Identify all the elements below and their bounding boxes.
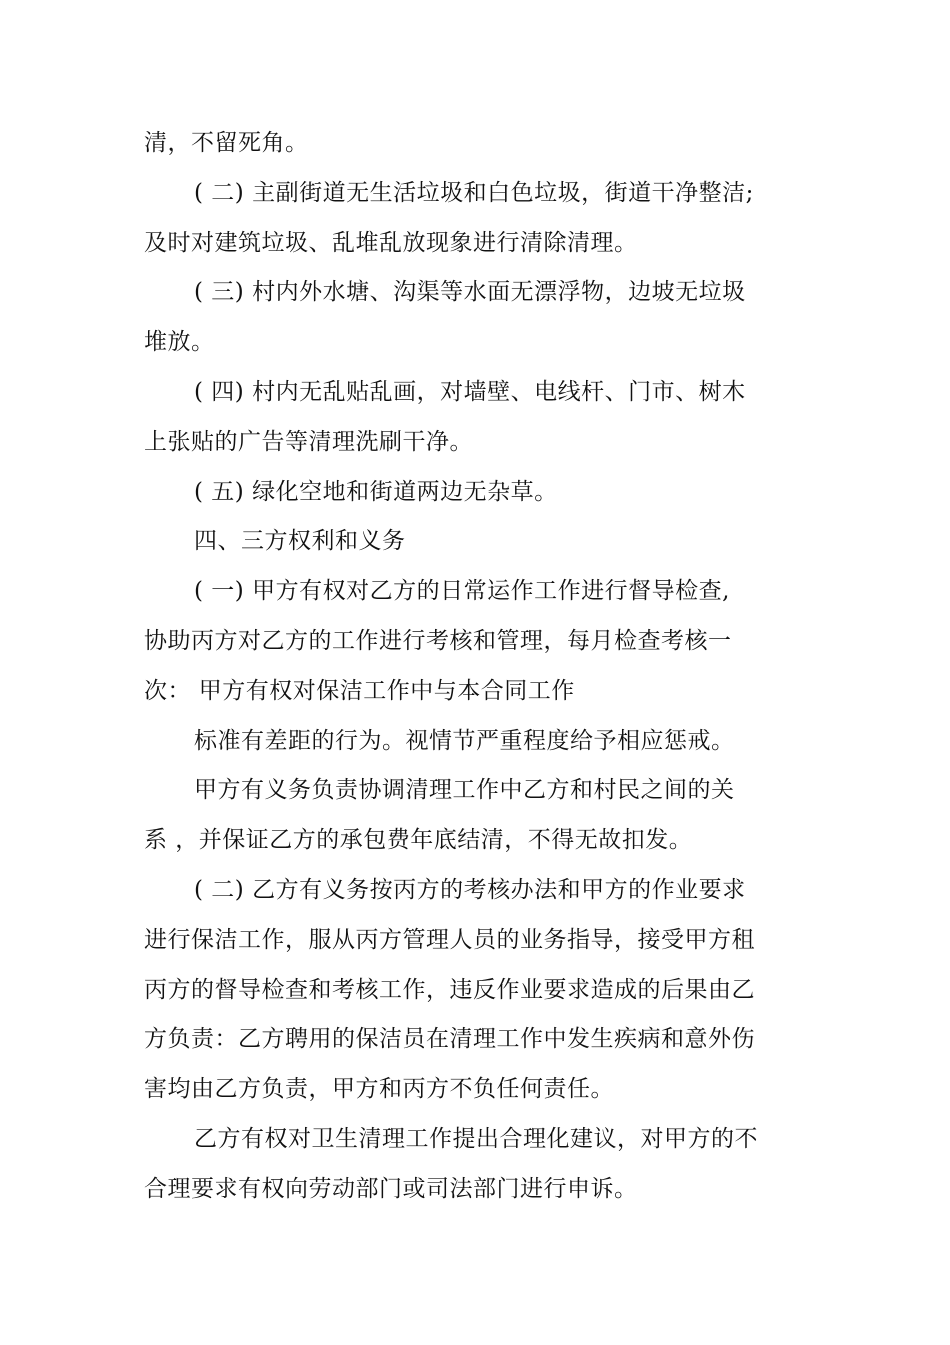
text-line: ( 三) 村内外水塘、沟渠等水面无漂浮物，边坡无垃圾 bbox=[194, 279, 746, 305]
section-heading: 四、三方权利和义务 bbox=[194, 528, 406, 554]
text-line: 及时对建筑垃圾、乱堆乱放现象进行清除清理。 bbox=[144, 230, 638, 256]
text-line: 堆放。 bbox=[144, 329, 215, 355]
text-line: 丙方的督导检查和考核工作，违反作业要求造成的后果由乙 bbox=[144, 977, 755, 1003]
text-line: 上张贴的广告等清理洗刷干净。 bbox=[144, 429, 473, 455]
text-line: 清，不留死角。 bbox=[144, 130, 309, 156]
text-line: ( 二) 乙方有义务按丙方的考核办法和甲方的作业要求 bbox=[194, 877, 746, 903]
text-line: 协助丙方对乙方的工作进行考核和管理，每月检查考核一 bbox=[144, 628, 732, 654]
text-line: ( 四) 村内无乱贴乱画，对墙壁、电线杆、门市、树木 bbox=[194, 379, 746, 405]
text-line: ( 一) 甲方有权对乙方的日常运作工作进行督导检查, bbox=[194, 578, 730, 604]
text-line: 甲方有义务负责协调清理工作中乙方和村民之间的关 bbox=[194, 777, 735, 803]
text-line: 方负责：乙方聘用的保洁员在清理工作中发生疾病和意外伤 bbox=[144, 1026, 755, 1052]
text-line: 乙方有权对卫生清理工作提出合理化建议，对甲方的不 bbox=[194, 1126, 758, 1152]
text-line: 系 ，并保证乙方的承包费年底结清，不得无故扣发。 bbox=[144, 827, 693, 853]
text-line: 次： 甲方有权对保洁工作中与本合同工作 bbox=[144, 678, 575, 704]
text-line: ( 二) 主副街道无生活垃圾和白色垃圾，街道干净整洁; bbox=[194, 180, 754, 206]
text-line: 害均由乙方负责，甲方和丙方不负任何责任。 bbox=[144, 1076, 614, 1102]
text-line: 合理要求有权向劳动部门或司法部门进行申诉。 bbox=[144, 1176, 638, 1202]
text-line: ( 五) 绿化空地和街道两边无杂草。 bbox=[194, 479, 558, 505]
text-line: 进行保洁工作，服从丙方管理人员的业务指导，接受甲方租 bbox=[144, 927, 755, 953]
text-line: 标准有差距的行为。视情节严重程度给予相应惩戒。 bbox=[194, 728, 735, 754]
